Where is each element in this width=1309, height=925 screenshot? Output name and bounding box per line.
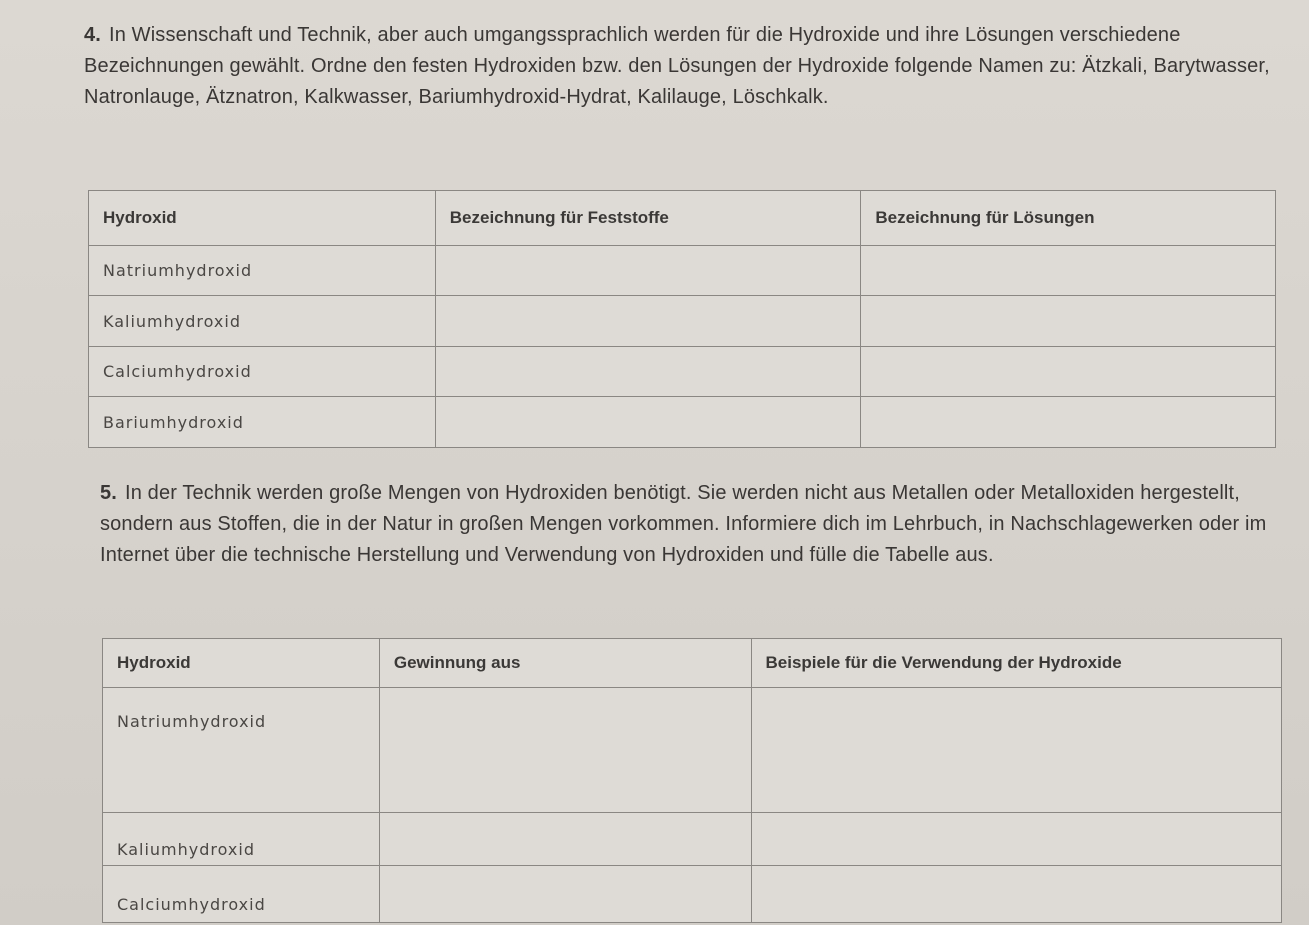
task-4-number: 4. <box>84 24 101 46</box>
table-header-row <box>89 191 1276 246</box>
task-4 <box>84 20 1299 113</box>
task-5-text: In der Technik werden große Mengen von Hydroxiden benötigt. Sie werden nicht aus Metallen oder Metalloxiden hergestellt, sondern aus Stoffen, die in der Natur in großen Mengen vorkommen. Informiere dich im Lehrbuch, in Nachschlagewerken oder im Internet über die technische Herstellung und Verwendung von Hydroxiden und fülle die Tabelle aus. <box>100 482 1267 566</box>
feststoff-answer-cell[interactable] <box>435 346 861 397</box>
table-row <box>89 296 1276 347</box>
column-header-loesungen: Bezeichnung für Lösungen <box>861 191 1276 246</box>
hydroxid-cell: Calciumhydroxid <box>89 346 436 397</box>
hydroxid-cell: Natriumhydroxid <box>103 688 380 813</box>
gewinnung-answer-cell[interactable] <box>379 688 751 813</box>
feststoff-answer-cell[interactable] <box>435 245 861 296</box>
hydroxid-cell: Kaliumhydroxid <box>103 813 380 866</box>
verwendung-answer-cell[interactable] <box>751 813 1281 866</box>
column-header-verwendung: Beispiele für die Verwendung der Hydroxide <box>751 639 1281 688</box>
feststoff-answer-cell[interactable] <box>435 397 861 448</box>
table-header-row <box>103 639 1282 688</box>
task-4-text: In Wissenschaft und Technik, aber auch umgangssprachlich werden für die Hydroxide und ihre Lösungen verschiedene Bezeichnungen gewählt. Ordne den festen Hydroxiden bzw. den Lösungen der Hydroxide folgende Namen zu: Ätzkali, Barytwasser, Natronlauge, Ätznatron, Kalkwasser, Bariumhydroxid-Hydrat, Kalilauge, Löschkalk. <box>84 24 1270 108</box>
task-5-number: 5. <box>100 482 117 504</box>
hydroxid-cell: Calciumhydroxid <box>103 866 380 923</box>
feststoff-answer-cell[interactable] <box>435 296 861 347</box>
column-header-hydroxid: Hydroxid <box>89 191 436 246</box>
hydroxide-names-table <box>88 190 1276 448</box>
table-row <box>103 813 1282 866</box>
column-header-hydroxid: Hydroxid <box>103 639 380 688</box>
verwendung-answer-cell[interactable] <box>751 688 1281 813</box>
verwendung-answer-cell[interactable] <box>751 866 1281 923</box>
table-row <box>89 346 1276 397</box>
column-header-feststoffe: Bezeichnung für Feststoffe <box>435 191 861 246</box>
column-header-gewinnung: Gewinnung aus <box>379 639 751 688</box>
loesung-answer-cell[interactable] <box>861 296 1276 347</box>
hydroxide-production-table <box>102 638 1282 923</box>
table-row <box>103 866 1282 923</box>
loesung-answer-cell[interactable] <box>861 245 1276 296</box>
table-row <box>89 245 1276 296</box>
gewinnung-answer-cell[interactable] <box>379 866 751 923</box>
loesung-answer-cell[interactable] <box>861 346 1276 397</box>
table-row <box>103 688 1282 813</box>
hydroxid-cell: Kaliumhydroxid <box>89 296 436 347</box>
hydroxid-cell: Bariumhydroxid <box>89 397 436 448</box>
loesung-answer-cell[interactable] <box>861 397 1276 448</box>
table-row <box>89 397 1276 448</box>
hydroxid-cell: Natriumhydroxid <box>89 245 436 296</box>
gewinnung-answer-cell[interactable] <box>379 813 751 866</box>
task-5 <box>100 478 1285 571</box>
